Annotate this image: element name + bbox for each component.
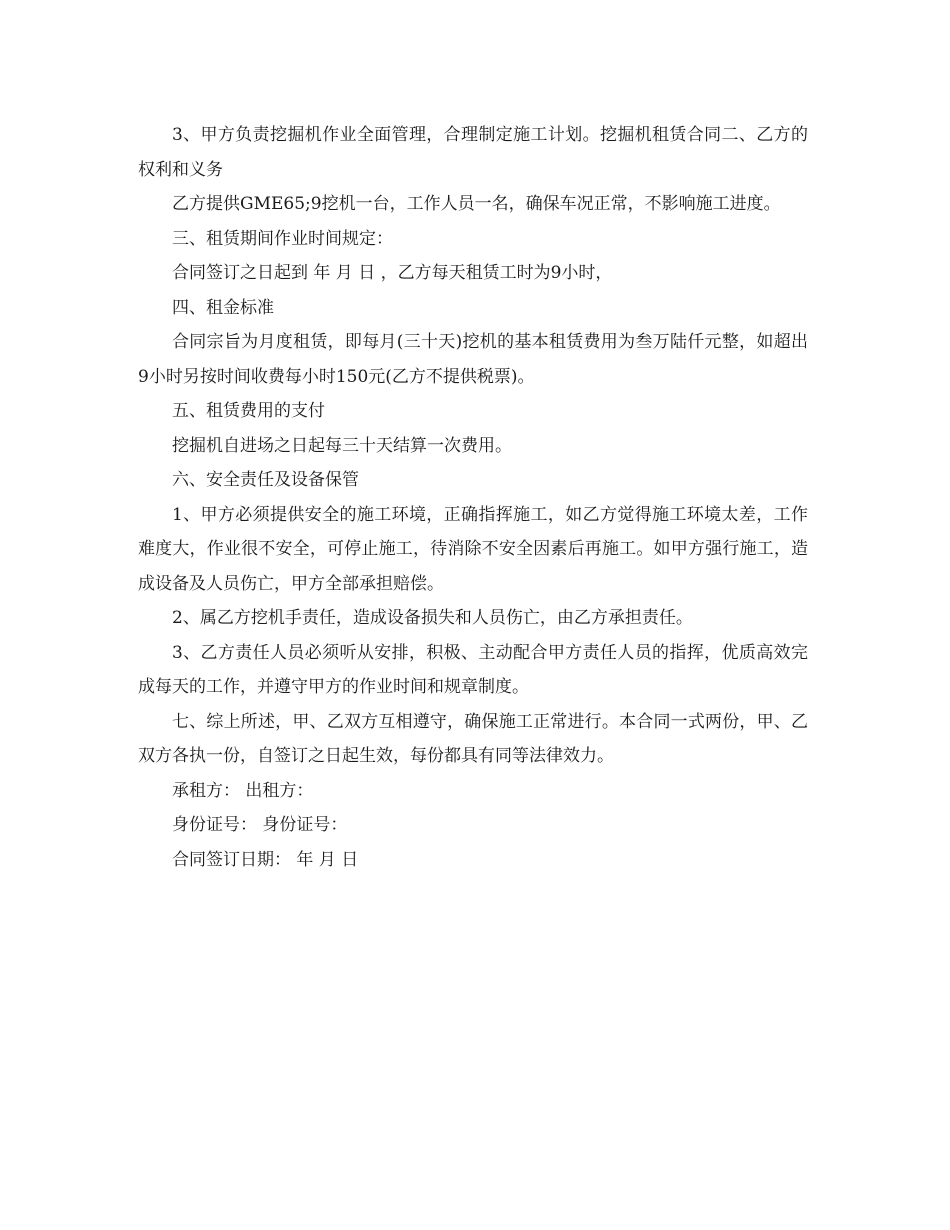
paragraph-safety-1: 1、甲方必须提供安全的施工环境，正确指挥施工，如乙方觉得施工环境太差，工作难度大，作业很不安全，可停止施工，待消除不安全因素后再施工。如甲方强行施工，造成设备及人员伤亡，甲方全部承担赔偿。 xyxy=(138,504,808,594)
paragraph-party-b-equipment: 乙方提供GME65;9挖机一台，工作人员一名，确保车况正常，不影响施工进度。 xyxy=(172,194,781,214)
paragraph-payment: 挖掘机自进场之日起每三十天结算一次费用。 xyxy=(172,435,512,456)
signature-id-numbers: 身份证号： 身份证号： xyxy=(172,815,348,835)
paragraph-summary: 七、综上所述，甲、乙双方互相遵守，确保施工正常进行。本合同一式两份，甲、乙双方各执一份，自签订之日起生效，每份都具有同等法律效力。 xyxy=(138,711,808,766)
signature-date: 合同签订日期： 年 月 日 xyxy=(172,849,359,870)
section-heading-rent-standard: 四、租金标准 xyxy=(172,297,274,318)
paragraph-safety-3: 3、乙方责任人员必须听从安排，积极、主动配合甲方责任人员的指挥，优质高效完成每天的工作，并遵守甲方的作业时间和规章制度。 xyxy=(138,642,808,697)
document-body xyxy=(138,118,808,877)
section-heading-payment: 五、租赁费用的支付 xyxy=(172,401,325,421)
section-heading-safety: 六、安全责任及设备保管 xyxy=(172,470,359,490)
paragraph-safety-2: 2、属乙方挖机手责任，造成设备损失和人员伤亡，由乙方承担责任。 xyxy=(172,608,693,628)
paragraph-responsibility-3: 3、甲方负责挖掘机作业全面管理，合理制定施工计划。挖掘机租赁合同二、乙方的权利和义务 xyxy=(138,125,808,180)
section-heading-working-hours: 三、租赁期间作业时间规定： xyxy=(172,228,393,249)
paragraph-rent-standard: 合同宗旨为月度租赁，即每月(三十天)挖机的基本租赁费用为叁万陆仟元整，如超出9小时另按时间收费每小时150元(乙方不提供税票)。 xyxy=(138,332,808,387)
paragraph-working-hours: 合同签订之日起到 年 月 日 ，乙方每天租赁工时为9小时， xyxy=(172,263,613,283)
signature-parties: 承租方： 出租方： xyxy=(172,780,314,801)
